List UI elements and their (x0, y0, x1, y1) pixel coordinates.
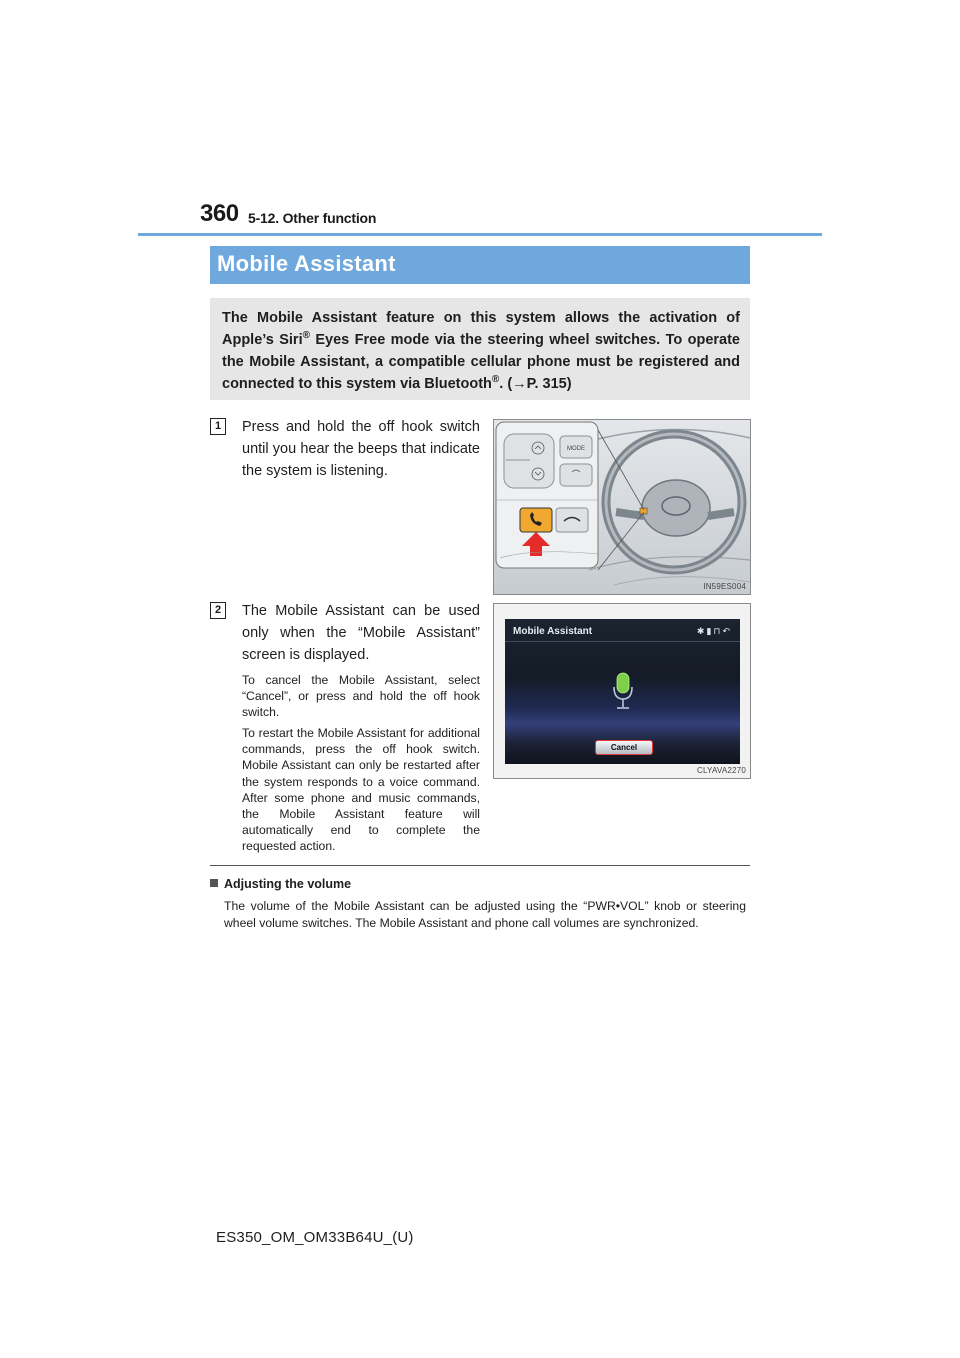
title-bar (210, 246, 750, 284)
figure-code: IN59ES004 (703, 582, 746, 591)
figure-code: CLYAVA2270 (697, 766, 746, 775)
step-number-2: 2 (210, 602, 226, 619)
assistant-screen (505, 619, 740, 764)
steering-switch-figure (493, 419, 751, 595)
screen-divider (505, 641, 740, 642)
subsection-heading: Adjusting the volume (210, 877, 351, 891)
section-divider (210, 865, 750, 866)
microphone-icon[interactable] (611, 671, 635, 711)
intro-box (210, 298, 750, 400)
registered-mark: ® (302, 330, 310, 342)
steering-switch-illustration (494, 420, 750, 594)
step-number-1: 1 (210, 418, 226, 435)
back-icon[interactable]: ↶ (722, 626, 732, 636)
bluetooth-icon: ✱ (696, 626, 707, 636)
square-bullet-icon (210, 879, 218, 887)
signal-icon: ▮ (706, 626, 714, 636)
lock-icon: ⊓ (713, 626, 723, 636)
registered-mark: ® (491, 374, 500, 386)
step-2-text: The Mobile Assistant can be used only when the “Mobile Assistant” screen is displayed. (242, 603, 480, 663)
screen-title: Mobile Assistant (513, 626, 593, 637)
cancel-button[interactable]: Cancel (595, 740, 653, 755)
note-restart: To restart the Mobile Assistant for additional commands, press the off hook switch. Mobile Assistant can only be restarted after the system responds to a voice command. After some phone and music commands, the Mobile Assistant feature will automatically end to complete the requested action. (242, 726, 480, 854)
document-id: ES350_OM_OM33B64U_(U) (216, 1229, 414, 1246)
mobile-assistant-screen-figure (493, 603, 751, 779)
step-1-text: Press and hold the off hook switch until you hear the beeps that indicate the system is listening. (242, 419, 480, 479)
page-title: Mobile Assistant (217, 251, 396, 276)
page-number: 360 (200, 200, 239, 227)
section-title: 5-12. Other function (248, 210, 377, 226)
status-icons (697, 626, 732, 637)
note-cancel: To cancel the Mobile Assistant, select “Cancel”, or press and hold the off hook switch. (242, 673, 480, 720)
subsection-body: The volume of the Mobile Assistant can be adjusted using the “PWR•VOL” knob or steering wheel volume switches. The Mobile Assistant and phone call volumes are synchronized. (224, 899, 746, 930)
mode-switch-label: MODE (567, 446, 585, 452)
intro-text: The Mobile Assistant feature on this system allows the activation of Apple’s Siri® Eyes Free mode via the steering wheel switches. To operate the Mobile Assistant, a compatible cellular phone must be registered and connected to this system via Bluetooth®. (→P. 315) (222, 310, 741, 392)
header-rule (138, 233, 822, 236)
